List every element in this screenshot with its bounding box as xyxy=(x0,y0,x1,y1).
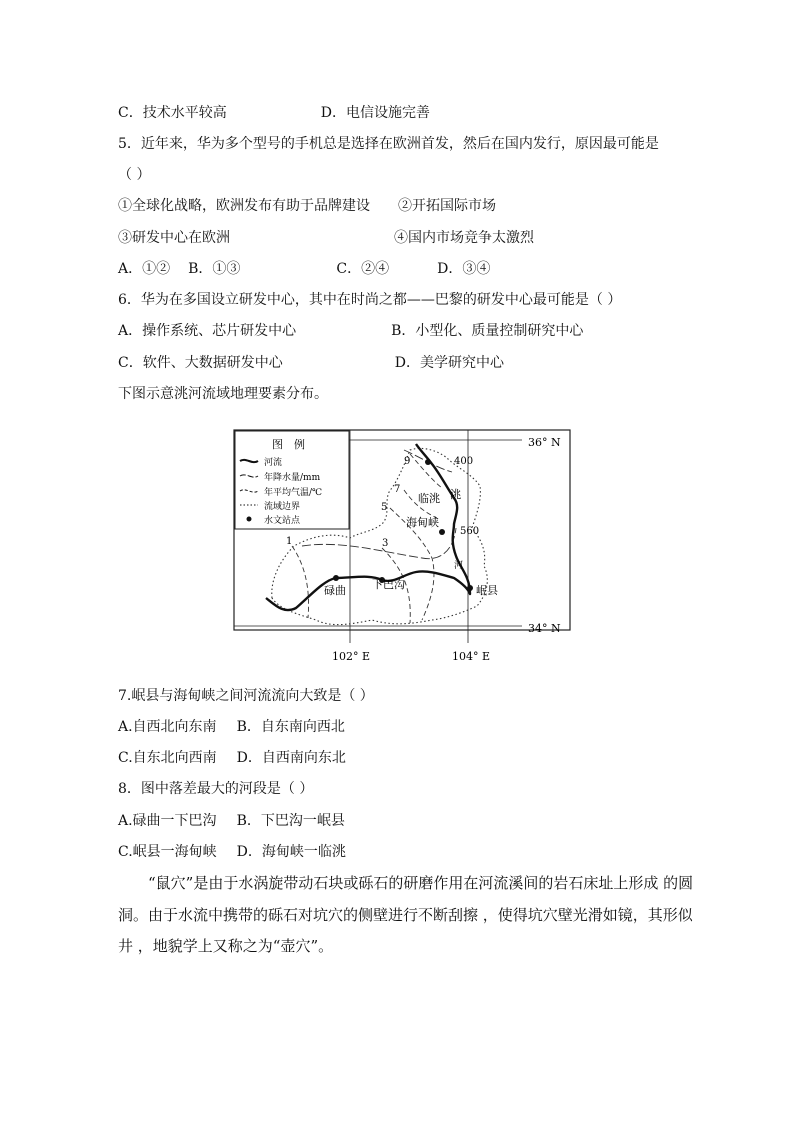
q5-item-4: ④国内市场竞争太激烈 xyxy=(394,230,534,246)
label-iso-5: 5 xyxy=(381,502,388,513)
station-minxian xyxy=(467,585,473,591)
label-lintao: 临洮 xyxy=(418,492,440,505)
q5-item-2: ②开拓国际市场 xyxy=(398,198,496,214)
legend-temp: 年平均气温/℃ xyxy=(264,488,323,498)
q5-stem: 5．近年来，华为多个型号的手机总是选择在欧洲首发，然后在国内发行，原因最可能是 xyxy=(118,136,659,152)
q5-items-row2 xyxy=(118,229,534,247)
q5-option-a: A．①② xyxy=(118,261,171,277)
q7-option-d: D．自西南向东北 xyxy=(236,750,346,766)
label-xiabagou: 下巴沟 xyxy=(372,578,405,591)
q5-options xyxy=(118,260,490,278)
isohyet-560 xyxy=(302,528,456,559)
label-iso-1: 1 xyxy=(286,536,293,547)
legend-boundary: 流域边界 xyxy=(264,502,301,512)
legend-river: 河流 xyxy=(264,458,283,468)
isotherm-1 xyxy=(292,546,309,618)
q8-option-d: D．海甸峡一临洮 xyxy=(236,844,346,860)
label-iso-3: 3 xyxy=(382,538,389,549)
q8-stem: 8．图中落差最大的河段是（ ） xyxy=(118,781,314,797)
station-lintao xyxy=(425,459,431,465)
legend-title: 图 例 xyxy=(272,438,305,451)
label-lat-34: 34° N xyxy=(528,622,561,635)
label-haidianxia: 海甸峡 xyxy=(406,516,439,529)
q7-option-a: A.自西北向东南 xyxy=(118,719,217,735)
q5-option-c: C．②④ xyxy=(336,261,390,277)
label-lat-36: 36° N xyxy=(528,436,561,449)
q7-options-row1 xyxy=(118,718,345,736)
q7-option-c: C.自东北向西南 xyxy=(118,750,217,766)
label-lvqu: 碌曲 xyxy=(324,584,346,597)
q5-item-1: ①全球化战略，欧洲发布有助于品牌建设 xyxy=(118,198,370,214)
q8-option-a: A.碌曲一下巴沟 xyxy=(118,813,217,829)
legend-precip: 年降水量/mm xyxy=(264,473,321,483)
station-lvqu xyxy=(333,575,339,581)
q4-option-row xyxy=(118,104,430,122)
q8-options-row1 xyxy=(118,812,345,830)
q6-option-a: A．操作系统、芯片研发中心 xyxy=(118,323,297,339)
q6-option-c: C．软件、大数据研发中心 xyxy=(118,355,283,371)
q5-paren: （ ） xyxy=(118,167,151,183)
passage-line-1: “鼠穴”是由于水涡旋带动石块或砾石的研磨作用在河流溪间的岩石床址上形成 的圆 xyxy=(148,874,694,892)
label-iso-560: 560 xyxy=(460,526,480,537)
q4-option-c: C．技术水平较高 xyxy=(118,105,227,121)
legend-station-symbol xyxy=(247,517,252,522)
label-minxian: 岷县 xyxy=(476,584,498,597)
map-intro: 下图示意洮河流域地理要素分布。 xyxy=(118,386,328,402)
q7-stem: 7.岷县与海甸峡之间河流流向大致是（ ） xyxy=(118,688,374,704)
label-iso-9: 9 xyxy=(404,456,411,467)
q7-option-b: B．自东南向西北 xyxy=(236,719,345,735)
passage-line-2: 洞。由于水流中携带的砾石对坑穴的侧壁进行不断刮擦 ，使得坑穴壁光滑如镜，其形似 xyxy=(118,906,693,924)
label-iso-7: 7 xyxy=(394,484,401,495)
q4-option-d: D．电信设施完善 xyxy=(320,105,430,121)
station-haidianxia xyxy=(439,529,445,535)
q5-option-b: B．①③ xyxy=(188,261,241,277)
q6-option-b: B．小型化、质量控制研究中心 xyxy=(391,323,584,339)
q6-stem: 6．华为在多国设立研发中心，其中在时尚之都——巴黎的研发中心最可能是（ ） xyxy=(118,292,622,308)
q5-item-3: ③研发中心在欧洲 xyxy=(118,230,230,246)
passage-line-3: 井 ，地貌学上又称之为“壶穴”。 xyxy=(118,937,334,955)
q7-options-row2 xyxy=(118,749,346,767)
q5-items-row1 xyxy=(118,197,496,215)
q8-option-b: B．下巴沟一岷县 xyxy=(236,813,345,829)
q8-options-row2 xyxy=(118,843,346,861)
label-river-tao: 洮 xyxy=(450,488,461,501)
q5-option-d: D．③④ xyxy=(437,261,491,277)
label-iso-400: 400 xyxy=(454,456,474,467)
q6-options-row2 xyxy=(118,354,504,372)
q6-option-d: D．美学研究中心 xyxy=(394,355,504,371)
label-lon-104: 104° E xyxy=(452,650,491,663)
q6-options-row1 xyxy=(118,322,583,340)
label-river-he: 河 xyxy=(454,561,464,571)
label-lon-102: 102° E xyxy=(332,650,371,663)
legend-station: 水文站点 xyxy=(264,516,301,526)
tao-river-basin-map xyxy=(232,428,572,668)
q8-option-c: C.岷县一海甸峡 xyxy=(118,844,217,860)
